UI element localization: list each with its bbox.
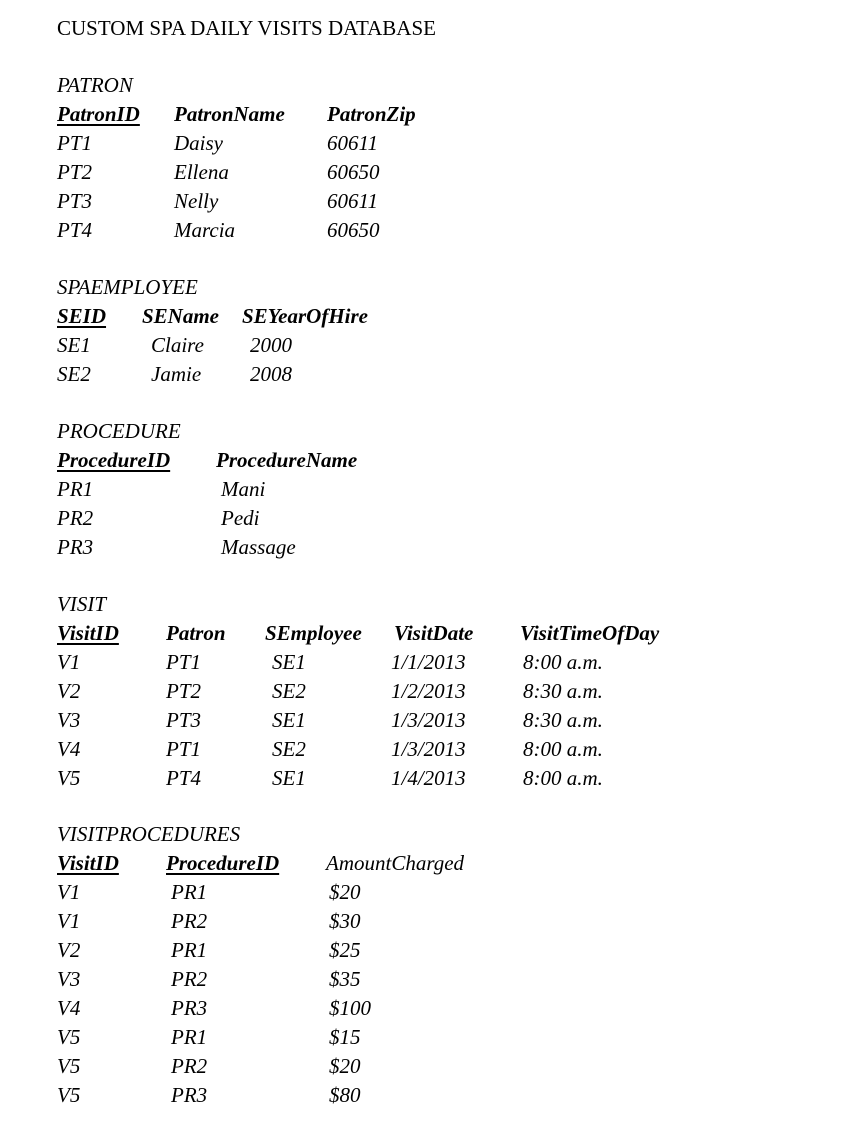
table-cell: V2 — [57, 679, 81, 703]
table-cell: PR3 — [57, 535, 94, 559]
table-header-row — [57, 619, 837, 648]
table-cell: PT1 — [57, 131, 93, 155]
spaemployee-table — [57, 273, 837, 389]
table-cell: V1 — [57, 880, 81, 904]
table-cell: 8:30 a.m. — [523, 679, 603, 703]
column-header: VisitDate — [394, 621, 474, 645]
column-header: AmountCharged — [326, 851, 465, 875]
table-row — [57, 504, 837, 533]
table-cell: PT1 — [166, 737, 202, 761]
table-cell: $20 — [329, 1054, 361, 1078]
table-cell: V5 — [57, 1025, 81, 1049]
table-cell: Pedi — [221, 506, 260, 530]
column-header: SEYearOfHire — [242, 304, 368, 328]
visitprocedures-table — [57, 820, 837, 1110]
table-cell: V2 — [57, 938, 81, 962]
column-header: SEName — [142, 304, 220, 328]
table-cell: PR1 — [57, 477, 94, 501]
table-row — [57, 994, 837, 1023]
table-row — [57, 764, 837, 793]
table-cell: PR2 — [171, 967, 208, 991]
table-cell: SE2 — [272, 737, 306, 761]
table-cell: 1/2/2013 — [391, 679, 466, 703]
table-cell: SE2 — [272, 679, 306, 703]
table-row — [57, 706, 837, 735]
table-row — [57, 1081, 837, 1110]
visit-table — [57, 590, 837, 793]
table-cell: SE2 — [57, 362, 91, 386]
table-row — [57, 187, 837, 216]
table-cell: PT3 — [166, 708, 202, 732]
patron-table — [57, 71, 837, 245]
table-cell: 8:00 a.m. — [523, 737, 603, 761]
table-cell: V5 — [57, 766, 81, 790]
table-cell: 1/3/2013 — [391, 737, 466, 761]
table-cell: V3 — [57, 967, 81, 991]
column-header: ProcedureID — [57, 448, 171, 472]
table-cell: $100 — [329, 996, 371, 1020]
column-header: PatronZip — [327, 102, 416, 126]
procedure-table — [57, 417, 837, 562]
table-cell: PR3 — [171, 1083, 208, 1107]
table-cell: $20 — [329, 880, 361, 904]
column-header: PatronID — [57, 102, 140, 126]
table-cell: PT3 — [57, 189, 93, 213]
table-cell: 1/1/2013 — [391, 650, 466, 674]
table-cell: 8:00 a.m. — [523, 766, 603, 790]
table-cell: $25 — [329, 938, 361, 962]
table-cell: $15 — [329, 1025, 361, 1049]
table-cell: Mani — [221, 477, 266, 501]
table-cell: PT4 — [166, 766, 202, 790]
table-cell: SE1 — [57, 333, 91, 357]
table-row — [57, 907, 837, 936]
table-cell: Claire — [151, 333, 204, 357]
column-header: VisitTimeOfDay — [520, 621, 660, 645]
table-cell: V5 — [57, 1083, 81, 1107]
table-cell: PR2 — [171, 1054, 208, 1078]
table-row — [57, 533, 837, 562]
table-cell: Massage — [221, 535, 296, 559]
column-header: VisitID — [57, 851, 119, 875]
table-cell: 60611 — [327, 131, 378, 155]
column-header: SEmployee — [265, 621, 362, 645]
table-cell: PR1 — [171, 880, 208, 904]
table-row — [57, 965, 837, 994]
table-cell: Marcia — [174, 218, 236, 242]
table-cell: $80 — [329, 1083, 361, 1107]
table-cell: 1/3/2013 — [391, 708, 466, 732]
table-row — [57, 1023, 837, 1052]
table-row — [57, 158, 837, 187]
table-cell: PT2 — [166, 679, 202, 703]
table-cell: PT1 — [166, 650, 202, 674]
table-cell: $35 — [329, 967, 361, 991]
column-header: Patron — [166, 621, 226, 645]
table-cell: V5 — [57, 1054, 81, 1078]
table-row — [57, 648, 837, 677]
table-cell: Ellena — [174, 160, 229, 184]
table-cell: PR1 — [171, 938, 208, 962]
table-title: PROCEDURE — [57, 419, 181, 443]
table-cell: V1 — [57, 909, 81, 933]
table-row — [57, 331, 837, 360]
table-cell: V4 — [57, 996, 81, 1020]
table-row — [57, 1052, 837, 1081]
table-row — [57, 936, 837, 965]
table-title: SPAEMPLOYEE — [57, 275, 198, 299]
table-cell: 60650 — [327, 160, 380, 184]
table-header-row — [57, 849, 837, 878]
table-cell: Nelly — [174, 189, 219, 213]
table-header-row — [57, 100, 837, 129]
table-cell: PT4 — [57, 218, 93, 242]
table-cell: 60611 — [327, 189, 378, 213]
column-header: VisitID — [57, 621, 119, 645]
table-cell: PR2 — [171, 909, 208, 933]
column-header: ProcedureName — [216, 448, 358, 472]
table-cell: Jamie — [151, 362, 202, 386]
table-title: VISIT — [57, 592, 106, 616]
column-header: SEID — [57, 304, 107, 328]
table-cell: 2000 — [250, 333, 292, 357]
document-title: CUSTOM SPA DAILY VISITS DATABASE — [57, 16, 436, 40]
table-cell: SE1 — [272, 708, 306, 732]
table-cell: 8:00 a.m. — [523, 650, 603, 674]
column-header: PatronName — [174, 102, 285, 126]
table-cell: PR2 — [57, 506, 94, 530]
table-row — [57, 735, 837, 764]
table-cell: V1 — [57, 650, 81, 674]
table-cell: PR3 — [171, 996, 208, 1020]
table-row — [57, 360, 837, 389]
table-row — [57, 129, 837, 158]
table-row — [57, 475, 837, 504]
column-header: ProcedureID — [166, 851, 280, 875]
table-title: VISITPROCEDURES — [57, 822, 241, 846]
table-cell: 8:30 a.m. — [523, 708, 603, 732]
table-row — [57, 216, 837, 245]
table-cell: V4 — [57, 737, 81, 761]
table-cell: PR1 — [171, 1025, 208, 1049]
table-cell: Daisy — [174, 131, 223, 155]
table-header-row — [57, 446, 837, 475]
table-row — [57, 878, 837, 907]
table-header-row — [57, 302, 837, 331]
table-cell: SE1 — [272, 766, 306, 790]
table-cell: 1/4/2013 — [391, 766, 466, 790]
table-cell: SE1 — [272, 650, 306, 674]
table-cell: PT2 — [57, 160, 93, 184]
table-cell: 60650 — [327, 218, 380, 242]
table-cell: 2008 — [250, 362, 292, 386]
table-cell: $30 — [329, 909, 361, 933]
table-title: PATRON — [57, 73, 133, 97]
table-row — [57, 677, 837, 706]
table-cell: V3 — [57, 708, 81, 732]
